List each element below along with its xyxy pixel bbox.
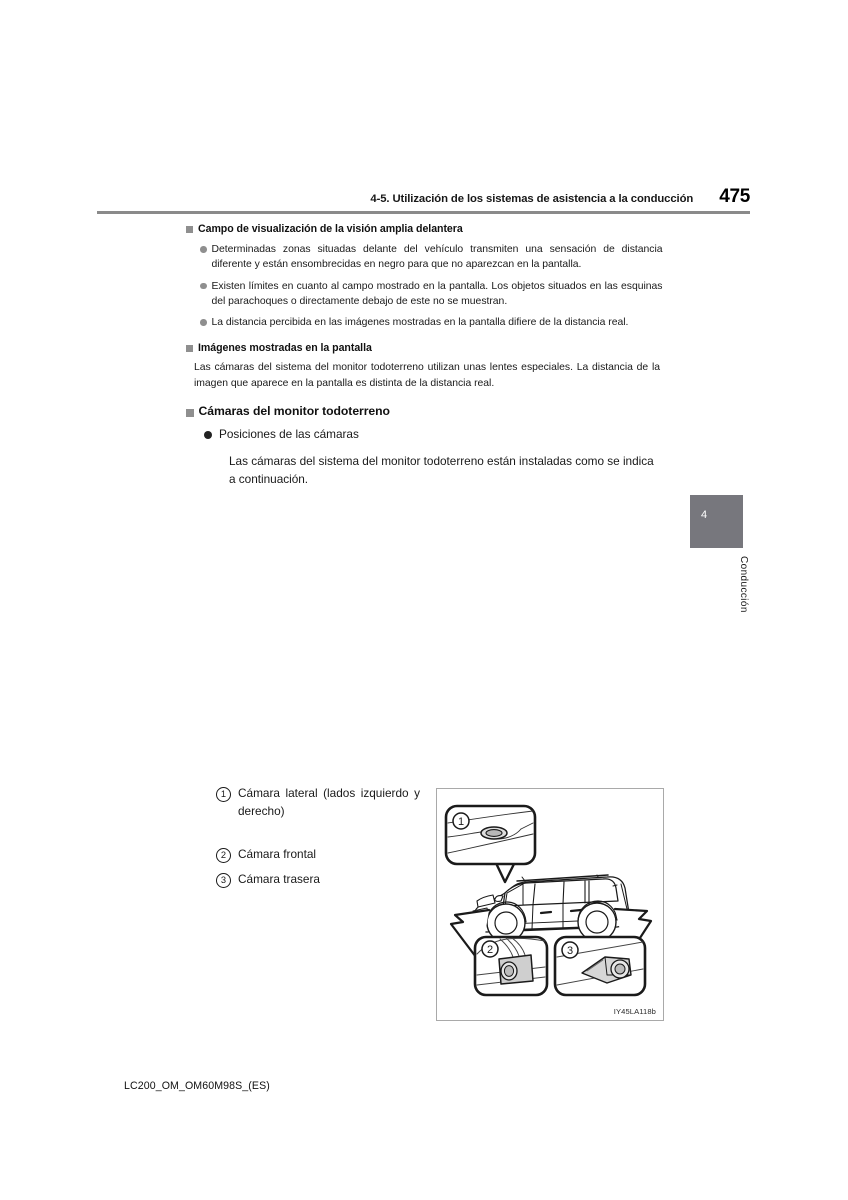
circled-number-2-icon: 2 — [216, 848, 231, 863]
chapter-tab-number: 4 — [701, 509, 708, 521]
list-item-text: La distancia percibida en las imágenes mostradas en la pantalla difiere de la distancia real. — [211, 317, 629, 329]
section-heading-imagenes-mostradas — [186, 341, 672, 355]
page-content — [186, 222, 672, 1017]
list-item-text: Existen límites en cuanto al campo mostrado en la pantalla. Los objetos situados en las esquinas del parachoques o directamente debajo de este no se muestran. — [211, 280, 663, 307]
header-section-title: 4-5. Utilización de los sistemas de asistencia a la conducción — [370, 193, 694, 205]
section-paragraph: Las cámaras del sistema del monitor todoterreno utilizan unas lentes especiales. La distancia de la imagen que aparece en la pantalla es distinta de la distancia real. — [194, 362, 660, 389]
page-number: 475 — [719, 186, 750, 207]
callout-number-1: 1 — [457, 816, 465, 829]
subsection-bullet-label: Posiciones de las cámaras — [219, 427, 359, 442]
chapter-tab — [690, 495, 743, 548]
list-item-text: Cámara frontal — [238, 846, 317, 861]
section-heading-label: Imágenes mostradas en la pantalla — [198, 342, 372, 355]
disc-bullet-icon — [204, 431, 212, 439]
document-code: LC200_OM_OM60M98S_(ES) — [124, 1080, 270, 1092]
section-heading-label: Campo de visualización de la visión amplia delantera — [198, 223, 463, 235]
subsection-heading — [186, 404, 672, 418]
list-item-text: Cámara trasera — [238, 872, 320, 887]
callout-number-3: 3 — [566, 945, 574, 958]
figure-zone — [186, 502, 672, 1017]
list-item-text: Determinadas zonas situadas delante del vehículo transmiten una sensación de distancia diferente y están ensombrecidas en negro para que no aparezcan en la pantalla. — [211, 244, 663, 271]
square-bullet-icon — [186, 226, 193, 233]
list-item — [216, 846, 422, 864]
callout-number-2: 2 — [486, 944, 494, 957]
camera-positions-illustration — [436, 788, 664, 1021]
figure-caption: IY45LA118b — [613, 1007, 656, 1017]
square-bullet-icon — [186, 409, 194, 417]
list-item — [186, 242, 672, 273]
list-item — [186, 315, 672, 330]
subsection-heading-label: Cámaras del monitor todoterreno — [198, 404, 390, 419]
square-bullet-icon — [186, 345, 193, 352]
subsection-paragraph: Las cámaras del sistema del monitor todoterreno están instaladas como se indica a continuación. — [229, 454, 654, 486]
circled-number-3-icon: 3 — [216, 873, 231, 888]
camera-legend-list — [216, 785, 422, 897]
circled-number-1-icon: 1 — [216, 787, 231, 802]
vehicle-camera-diagram — [437, 789, 663, 1020]
list-item — [186, 279, 672, 310]
list-item — [216, 785, 422, 838]
page-header — [97, 186, 750, 208]
subsection-camaras-monitor — [186, 404, 672, 488]
subsection-bullet — [186, 426, 672, 442]
list-item-text: Cámara lateral (lados izquierdo y derecho) — [238, 786, 420, 818]
disc-bullet-icon — [200, 246, 207, 253]
section-heading-campo-visualizacion — [186, 222, 672, 236]
disc-bullet-icon — [200, 283, 207, 290]
header-divider — [97, 211, 750, 214]
chapter-tab-label: Conducción — [738, 556, 749, 613]
list-item — [216, 871, 422, 889]
disc-bullet-icon — [200, 319, 207, 326]
